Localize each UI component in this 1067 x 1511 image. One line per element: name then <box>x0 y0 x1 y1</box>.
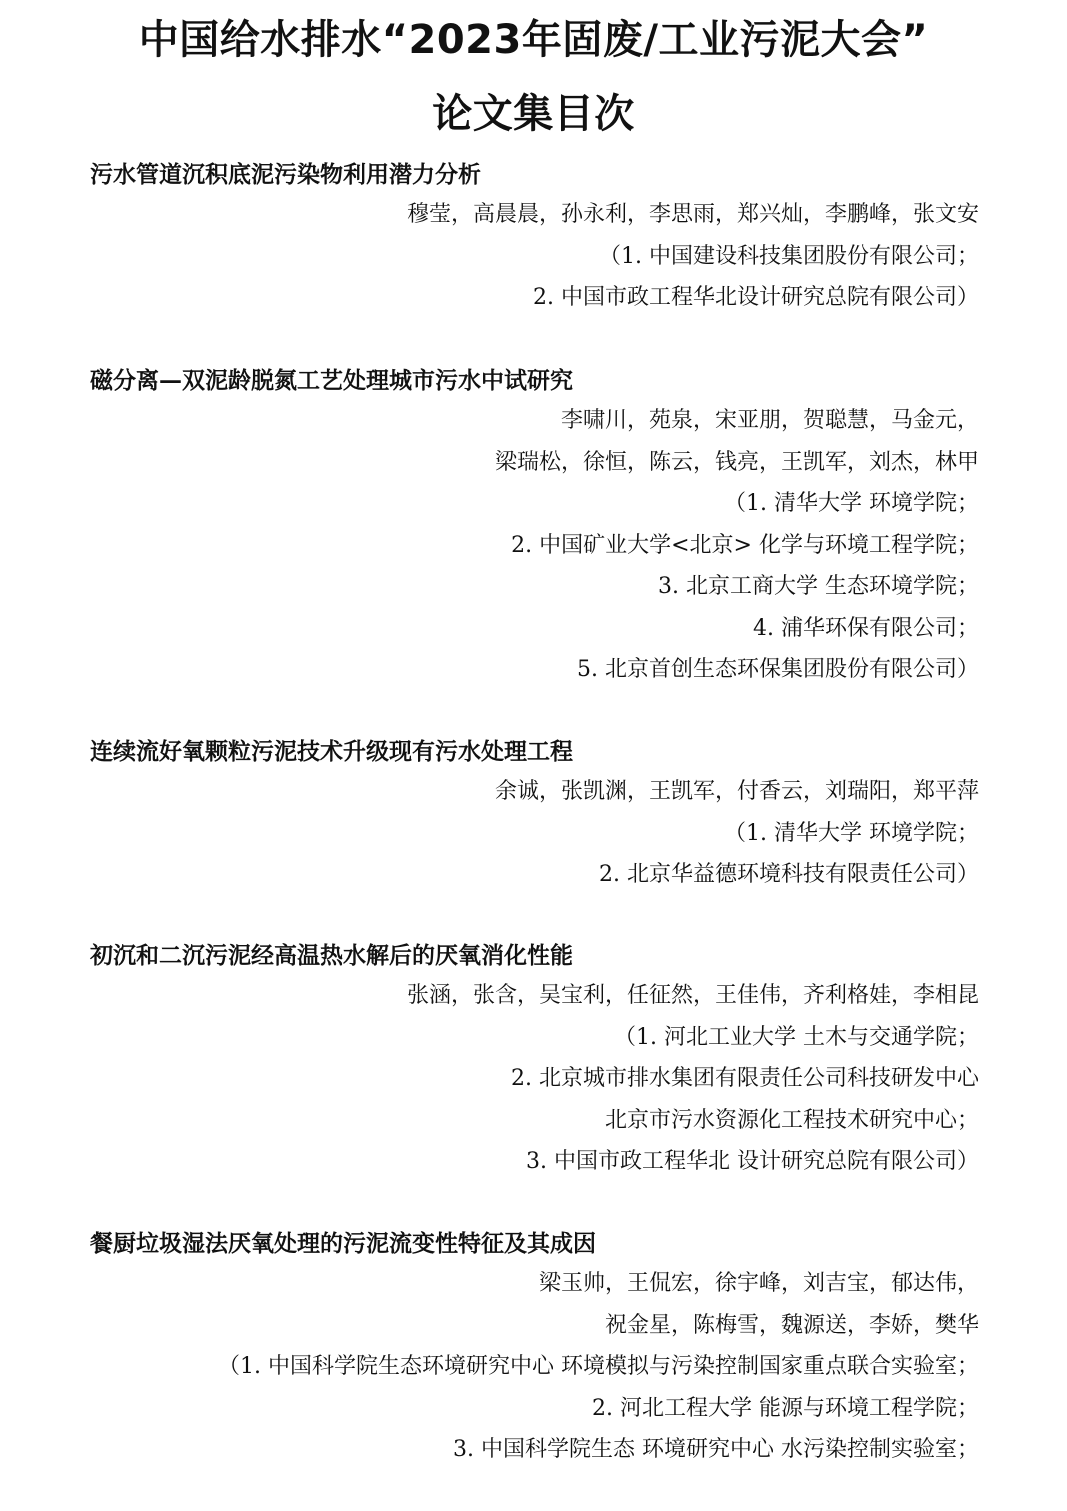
paper-title: 餐厨垃圾湿法厌氧处理的污泥流变性特征及其成因 <box>90 1230 596 1257</box>
paper-affiliation: 2. 北京华益德环境科技有限责任公司） <box>599 862 979 887</box>
paper-entry <box>0 737 1067 896</box>
paper-entry <box>0 160 1067 319</box>
paper-title: 连续流好氧颗粒污泥技术升级现有污水处理工程 <box>90 738 573 765</box>
paper-title: 初沉和二沉污泥经高温热水解后的厌氧消化性能 <box>90 942 573 969</box>
paper-entry <box>0 366 1067 691</box>
paper-title: 磁分离—双泥龄脱氮工艺处理城市污水中试研究 <box>90 367 573 394</box>
paper-affiliation: 3. 中国科学院生态 环境研究中心 水污染控制实验室； <box>453 1437 979 1462</box>
paper-affiliation: 4. 浦华环保有限公司； <box>753 615 979 641</box>
paper-affiliation: 3. 中国市政工程华北 设计研究总院有限公司） <box>526 1149 979 1174</box>
paper-entry <box>0 941 1067 1183</box>
paper-affiliation: 2. 中国市政工程华北设计研究总院有限公司） <box>533 285 979 310</box>
paper-authors: 穆莹，高晨晨，孙永利，李思雨，郑兴灿，李鹏峰，张文安 <box>406 202 979 227</box>
paper-authors: 李啸川，苑泉，宋亚朋，贺聪慧，马金元， <box>560 408 979 433</box>
paper-authors: 余诚，张凯渊，王凯军，付香云，刘瑞阳，郑平萍 <box>494 779 979 804</box>
paper-affiliation: （1. 中国建设科技集团股份有限公司； <box>599 243 979 269</box>
paper-affiliation: 2. 河北工程大学 能源与环境工程学院； <box>592 1395 979 1421</box>
paper-affiliation: 5. 北京首创生态环保集团股份有限公司） <box>577 657 979 682</box>
paper-affiliation: 北京市污水资源化工程技术研究中心； <box>604 1107 979 1133</box>
paper-title: 污水管道沉积底泥污染物利用潜力分析 <box>90 161 481 188</box>
paper-authors: 梁玉帅，王侃宏，徐宇峰，刘吉宝，郁达伟， <box>538 1271 979 1296</box>
paper-affiliation: 2. 北京城市排水集团有限责任公司科技研发中心 <box>511 1066 979 1091</box>
paper-affiliation: （1. 中国科学院生态环境研究中心 环境模拟与污染控制国家重点联合实验室； <box>218 1354 979 1379</box>
paper-authors: 梁瑞松，徐恒，陈云，钱亮，王凯军，刘杰，林甲 <box>494 449 979 475</box>
paper-affiliation: 3. 北京工商大学 生态环境学院； <box>658 574 979 599</box>
paper-affiliation: （1. 河北工业大学 土木与交通学院； <box>614 1024 979 1050</box>
paper-entry <box>0 1229 1067 1471</box>
paper-affiliation: （1. 清华大学 环境学院； <box>724 820 979 846</box>
paper-affiliation: 2. 中国矿业大学<北京> 化学与环境工程学院； <box>511 532 979 558</box>
paper-authors: 张涵，张含，吴宝利，任征然，王佳伟，齐利格娃，李相昆 <box>406 983 979 1008</box>
paper-affiliation: （1. 清华大学 环境学院； <box>724 491 979 516</box>
paper-authors: 祝金星，陈梅雪，魏源送，李娇，樊华 <box>604 1312 979 1338</box>
document-title-line2: 论文集目次 <box>432 91 635 137</box>
document-title-line1: 中国给水排水“2023年固废/工业污泥大会” <box>138 17 929 63</box>
